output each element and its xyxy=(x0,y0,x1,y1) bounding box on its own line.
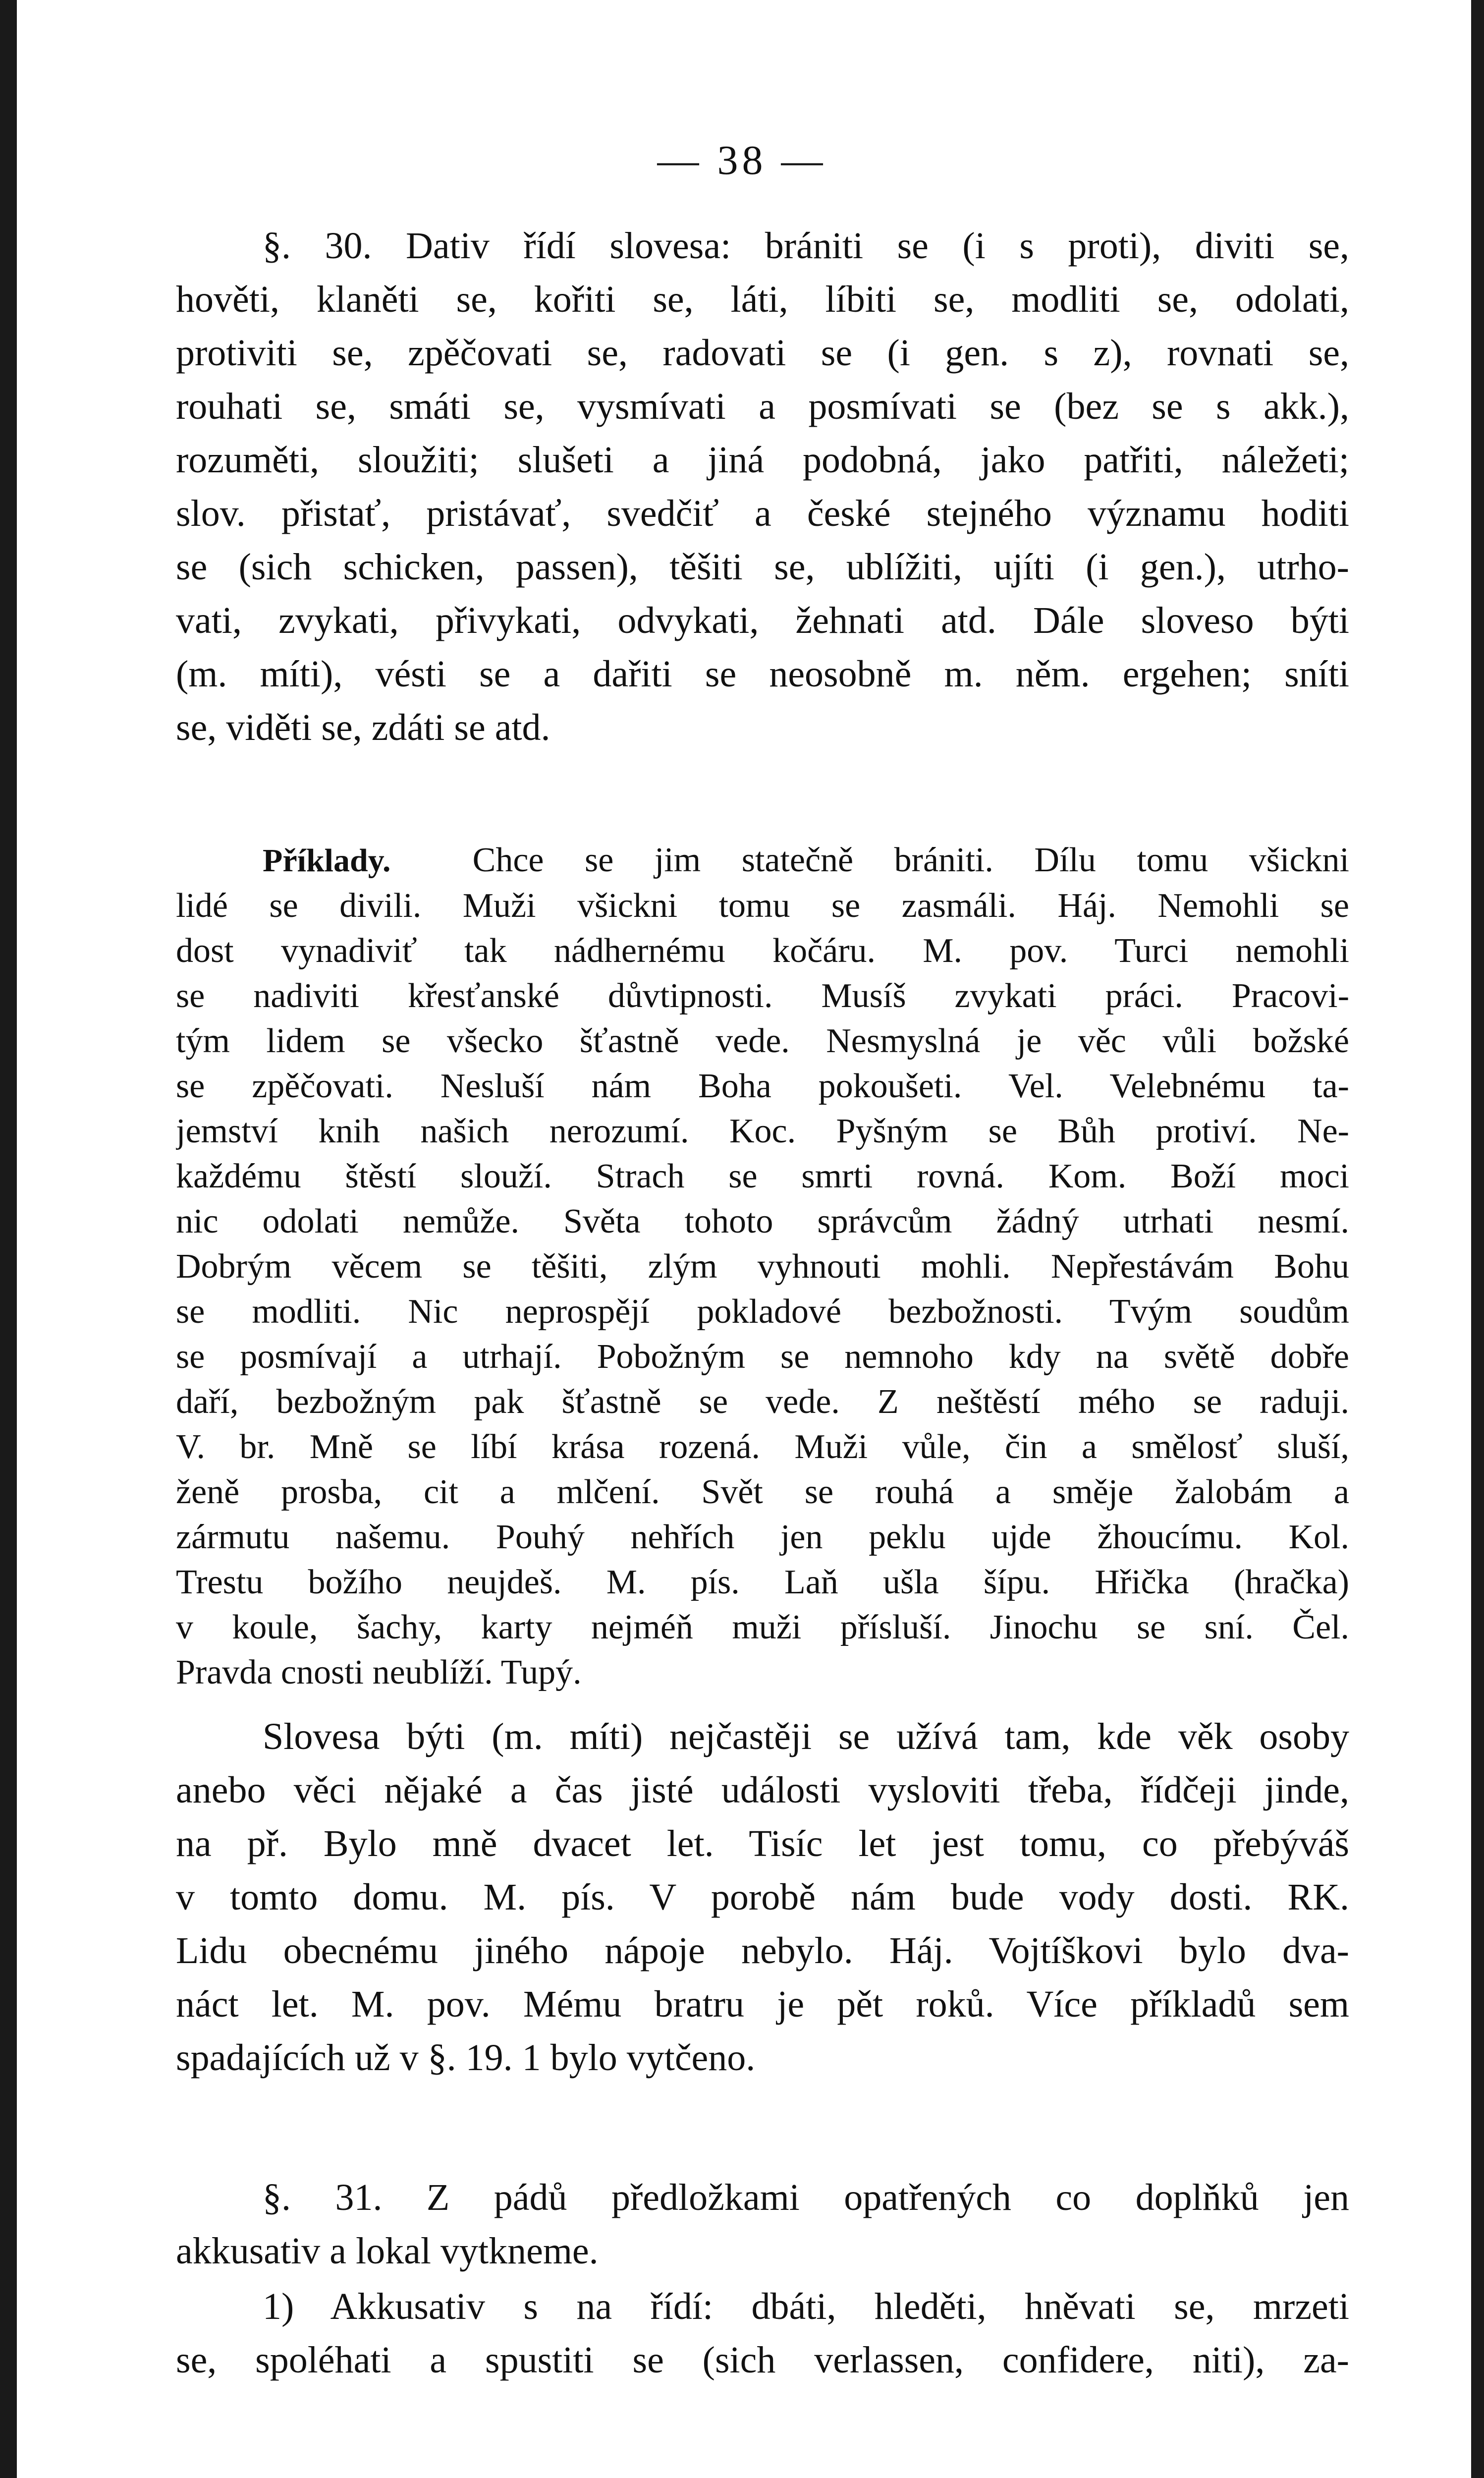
text-line: se modliti. Nic neprospějí pokladové bezbožnosti. Tvým soudům xyxy=(176,1293,1349,1331)
text-line: V. br. Mně se líbí krása rozená. Muži vůle, čin a smělosť sluší, xyxy=(176,1428,1349,1466)
section-30-paragraph xyxy=(176,219,1349,754)
text-line: se nadiviti křesťanské důvtipnosti. Musíš zvykati práci. Pracovi- xyxy=(176,977,1349,1015)
text-line: se zpěčovati. Nesluší nám Boha pokoušeti. Vel. Velebnému ta- xyxy=(176,1067,1349,1105)
scan-edge-right xyxy=(1471,0,1484,2478)
text-line: anebo věci nějaké a čas jisté události vysloviti třeba, řídčeji jinde, xyxy=(176,1769,1349,1811)
scan-edge-left xyxy=(0,0,17,2478)
page-number: — 38 — xyxy=(657,137,827,183)
text-line: zármutu našemu. Pouhý nehřích jen peklu ujde žhoucímu. Kol. xyxy=(176,1518,1349,1556)
text-line: jemství knih našich nerozumí. Koc. Pyšným se Bůh protiví. Ne- xyxy=(176,1112,1349,1150)
text-line: lidé se divili. Muži všickni tomu se zasmáli. Háj. Nemohli se xyxy=(176,887,1349,925)
text-line: 1) Akkusativ s na řídí: dbáti, hleděti, hněvati se, mrzeti xyxy=(263,2286,1349,2327)
text-line: tým lidem se všecko šťastně vede. Nesmyslná je věc vůli božské xyxy=(176,1022,1349,1060)
text-line: Pravda cnosti neublíží. Tupý. xyxy=(176,1653,582,1691)
byti-paragraph xyxy=(176,1710,1349,2084)
text-line: se, viděti se, zdáti se atd. xyxy=(176,707,550,748)
text-line: dost vynadiviť tak nádhernému kočáru. M. pov. Turci nemohli xyxy=(176,932,1349,970)
section-31-paragraph xyxy=(176,2171,1349,2278)
text-line: nic odolati nemůže. Světa tohoto správcům žádný utrhati nesmí. xyxy=(176,1202,1349,1240)
text-line: každému štěstí slouží. Strach se smrti rovná. Kom. Boží moci xyxy=(176,1157,1349,1195)
text-line: Lidu obecnému jiného nápoje nebylo. Háj. Vojtíškovi bylo dva- xyxy=(176,1930,1349,1971)
text-line xyxy=(176,838,1349,883)
text-line: Slovesa býti (m. míti) nejčastěji se užívá tam, kde věk osoby xyxy=(263,1716,1349,1757)
text-line: se (sich schicken, passen), těšiti se, ublížiti, ujíti (i gen.), utrho- xyxy=(176,546,1349,588)
text-line: na př. Bylo mně dvacet let. Tisíc let jest tomu, co přebýváš xyxy=(176,1823,1349,1864)
text-line: rozuměti, sloužiti; slušeti a jiná podobná, jako patřiti, náležeti; xyxy=(176,439,1349,481)
text-line: daří, bezbožným pak šťastně se vede. Z neštěstí mého se raduji. xyxy=(176,1383,1349,1421)
accusative-paragraph xyxy=(176,2280,1349,2387)
examples-paragraph xyxy=(176,838,1349,1695)
text-line: (m. míti), vésti se a dařiti se neosobně m. něm. ergehen; sníti xyxy=(176,653,1349,695)
text-line-content: Chce se jim statečně brániti. Dílu tomu všickni xyxy=(472,841,1349,879)
text-line: §. 31. Z pádů předložkami opatřených co doplňků jen xyxy=(263,2177,1349,2218)
text-line: vati, zvykati, přivykati, odvykati, žehnati atd. Dále sloveso býti xyxy=(176,600,1349,641)
text-line: akkusativ a lokal vytkneme. xyxy=(176,2230,599,2272)
text-line: v koule, šachy, karty nejméň muži přísluší. Jinochu se sní. Čel. xyxy=(176,1608,1349,1646)
text-line: rouhati se, smáti se, vysmívati a posmívati se (bez se s akk.), xyxy=(176,386,1349,427)
text-line: Trestu božího neujdeš. M. pís. Laň ušla šípu. Hřička (hračka) xyxy=(176,1563,1349,1601)
text-line: protiviti se, zpěčovati se, radovati se (i gen. s z), rovnati se, xyxy=(176,332,1349,374)
text-line: náct let. M. pov. Mému bratru je pět roků. Více příkladů sem xyxy=(176,1983,1349,2025)
text-line: spadajících už v §. 19. 1 bylo vytčeno. xyxy=(176,2037,756,2079)
text-line: se, spoléhati a spustiti se (sich verlassen, confidere, niti), za- xyxy=(176,2339,1349,2381)
text-line: Dobrým věcem se těšiti, zlým vyhnouti mohli. Nepřestávám Bohu xyxy=(176,1247,1349,1286)
text-line: §. 30. Dativ řídí slovesa: brániti se (i s proti), diviti se, xyxy=(263,225,1349,267)
examples-label: Příklady. xyxy=(263,843,391,879)
text-line: v tomto domu. M. pís. V porobě nám bude vody dosti. RK. xyxy=(176,1876,1349,1918)
text-line: hověti, klaněti se, kořiti se, láti, líbiti se, modliti se, odolati, xyxy=(176,279,1349,320)
text-line: ženě prosba, cit a mlčení. Svět se rouhá a směje žalobám a xyxy=(176,1473,1349,1511)
text-line: slov. přistať, pristávať, svedčiť a české stejného významu hoditi xyxy=(176,493,1349,534)
text-line: se posmívají a utrhají. Pobožným se nemnoho kdy na světě dobře xyxy=(176,1338,1349,1376)
